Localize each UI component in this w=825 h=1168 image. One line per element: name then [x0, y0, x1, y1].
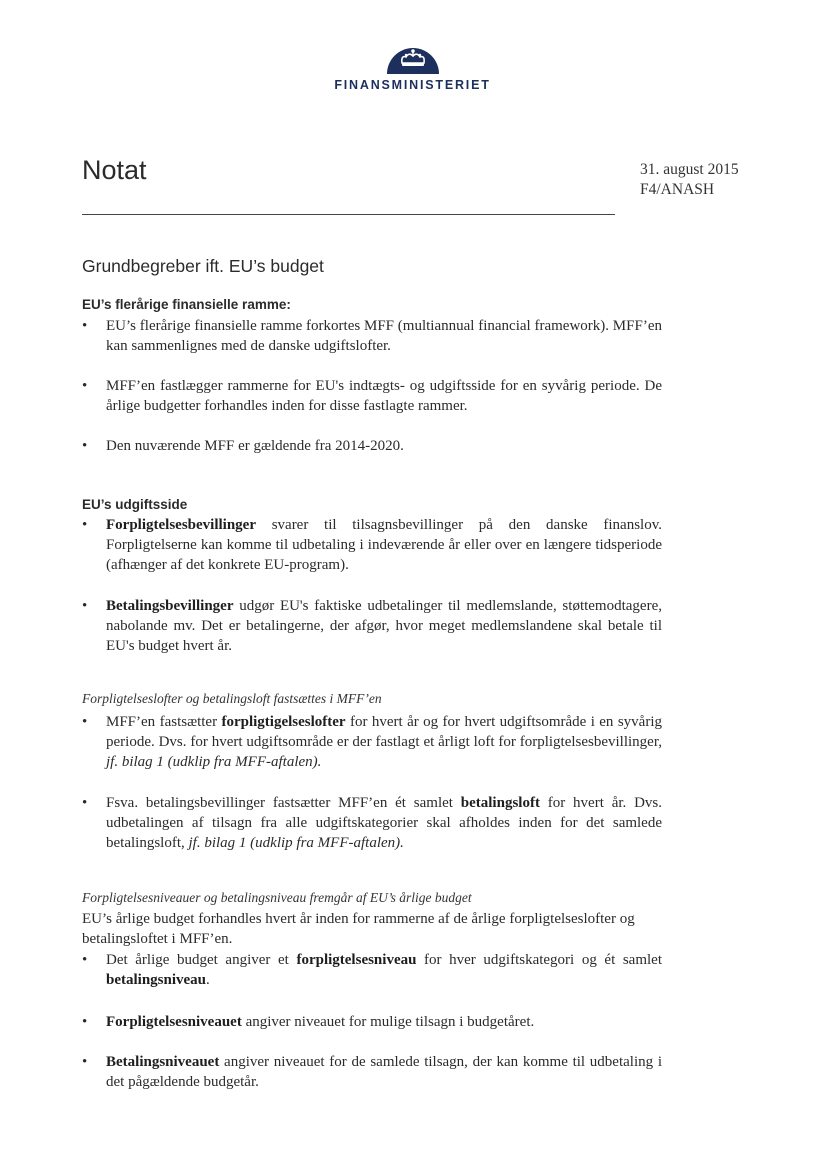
- bullet-icon: •: [82, 1054, 88, 1070]
- list-item: • EU’s flerårige finansielle ramme forkortes MFF (multiannual financial framework). MFF’en kan sammenlignes med de danske udgiftslofter.: [82, 318, 662, 354]
- bullet-icon: •: [82, 795, 88, 811]
- list-item: • MFF’en fastsætter forpligtigelseslofter for hvert år og for hvert udgiftsområde i en syvårig periode. Dvs. for hvert udgiftsområde er der fastlagt et årligt loft for forpligtelsesbevillinger, jf. bilag 1 (udklip fra MFF-aftalen).: [82, 714, 662, 770]
- bullet-icon: •: [82, 378, 88, 394]
- list-item: • Forpligtelsesniveauet angiver niveauet for mulige tilsagn i budgetåret.: [82, 1014, 535, 1030]
- bullet-icon: •: [82, 714, 88, 730]
- list-item: • Betalingsbevillinger udgør EU's faktiske udbetalinger til medlemslande, støttemodtagere, nabolande mv. Det er betalingerne, der afgør, hvor meget medlemslandene skal betale til EU's budget hvert år.: [82, 598, 662, 654]
- bullet-icon: •: [82, 517, 88, 533]
- list-item: • MFF’en fastlægger rammerne for EU's indtægts- og udgiftsside for en syvårig periode. De årlige budgetter forhandles inden for disse fastlagte rammer.: [82, 378, 662, 414]
- page-title: Grundbegreber ift. EU’s budget: [82, 256, 324, 276]
- section-heading-expenditure: EU’s udgiftsside: [82, 497, 188, 512]
- crown-logo-icon: [385, 44, 441, 74]
- section-heading-annual-budget: Forpligtelsesniveauer og betalingsniveau fremgår af EU’s årlige budget: [82, 890, 472, 905]
- list-item: • Forpligtelsesbevillinger svarer til tilsagnsbevillinger på den danske finanslov. Forpligtelserne kan komme til udbetaling i indeværende år eller over en længere tidsperiode (afhænger af det konkrete EU-program).: [82, 517, 662, 573]
- bullet-icon: •: [82, 1014, 88, 1030]
- list-item: • Den nuværende MFF er gældende fra 2014-2020.: [82, 438, 404, 454]
- list-item: • Det årlige budget angiver et forpligtelsesniveau for hver udgiftskategori og ét samlet betalingsniveau.: [82, 952, 663, 988]
- bullet-icon: •: [82, 318, 88, 334]
- header-divider: [82, 214, 615, 215]
- list-item: • Fsva. betalingsbevillinger fastsætter MFF’en ét samlet betalingsloft for hvert år. Dvs. udbetalingen af tilsagn fra alle udgiftskategorier skal afholdes inden for det samlede betalingsloft, jf. bilag 1 (udklip fra MFF-aftalen).: [82, 795, 662, 851]
- document-reference: F4/ANASH: [640, 181, 715, 198]
- document-type: Notat: [82, 155, 147, 185]
- document-meta: [640, 160, 739, 200]
- document-date: 31. august 2015: [640, 161, 739, 178]
- bullet-icon: •: [82, 438, 88, 454]
- section-heading-ceilings: Forpligtelseslofter og betalingsloft fastsættes i MFF’en: [82, 691, 382, 706]
- ministry-name: FINANSMINISTERIET: [334, 78, 491, 92]
- bullet-icon: •: [82, 952, 88, 968]
- section-intro: EU’s årlige budget forhandles hvert år inden for rammerne af de årlige forpligtelseslofter og betalingsloftet i MFF’en.: [82, 911, 635, 947]
- bullet-icon: •: [82, 598, 88, 614]
- section-heading-mff: EU’s flerårige finansielle ramme:: [82, 297, 291, 312]
- list-item: • Betalingsniveauet angiver niveauet for de samlede tilsagn, der kan komme til udbetaling i det pågældende budgetår.: [82, 1054, 662, 1090]
